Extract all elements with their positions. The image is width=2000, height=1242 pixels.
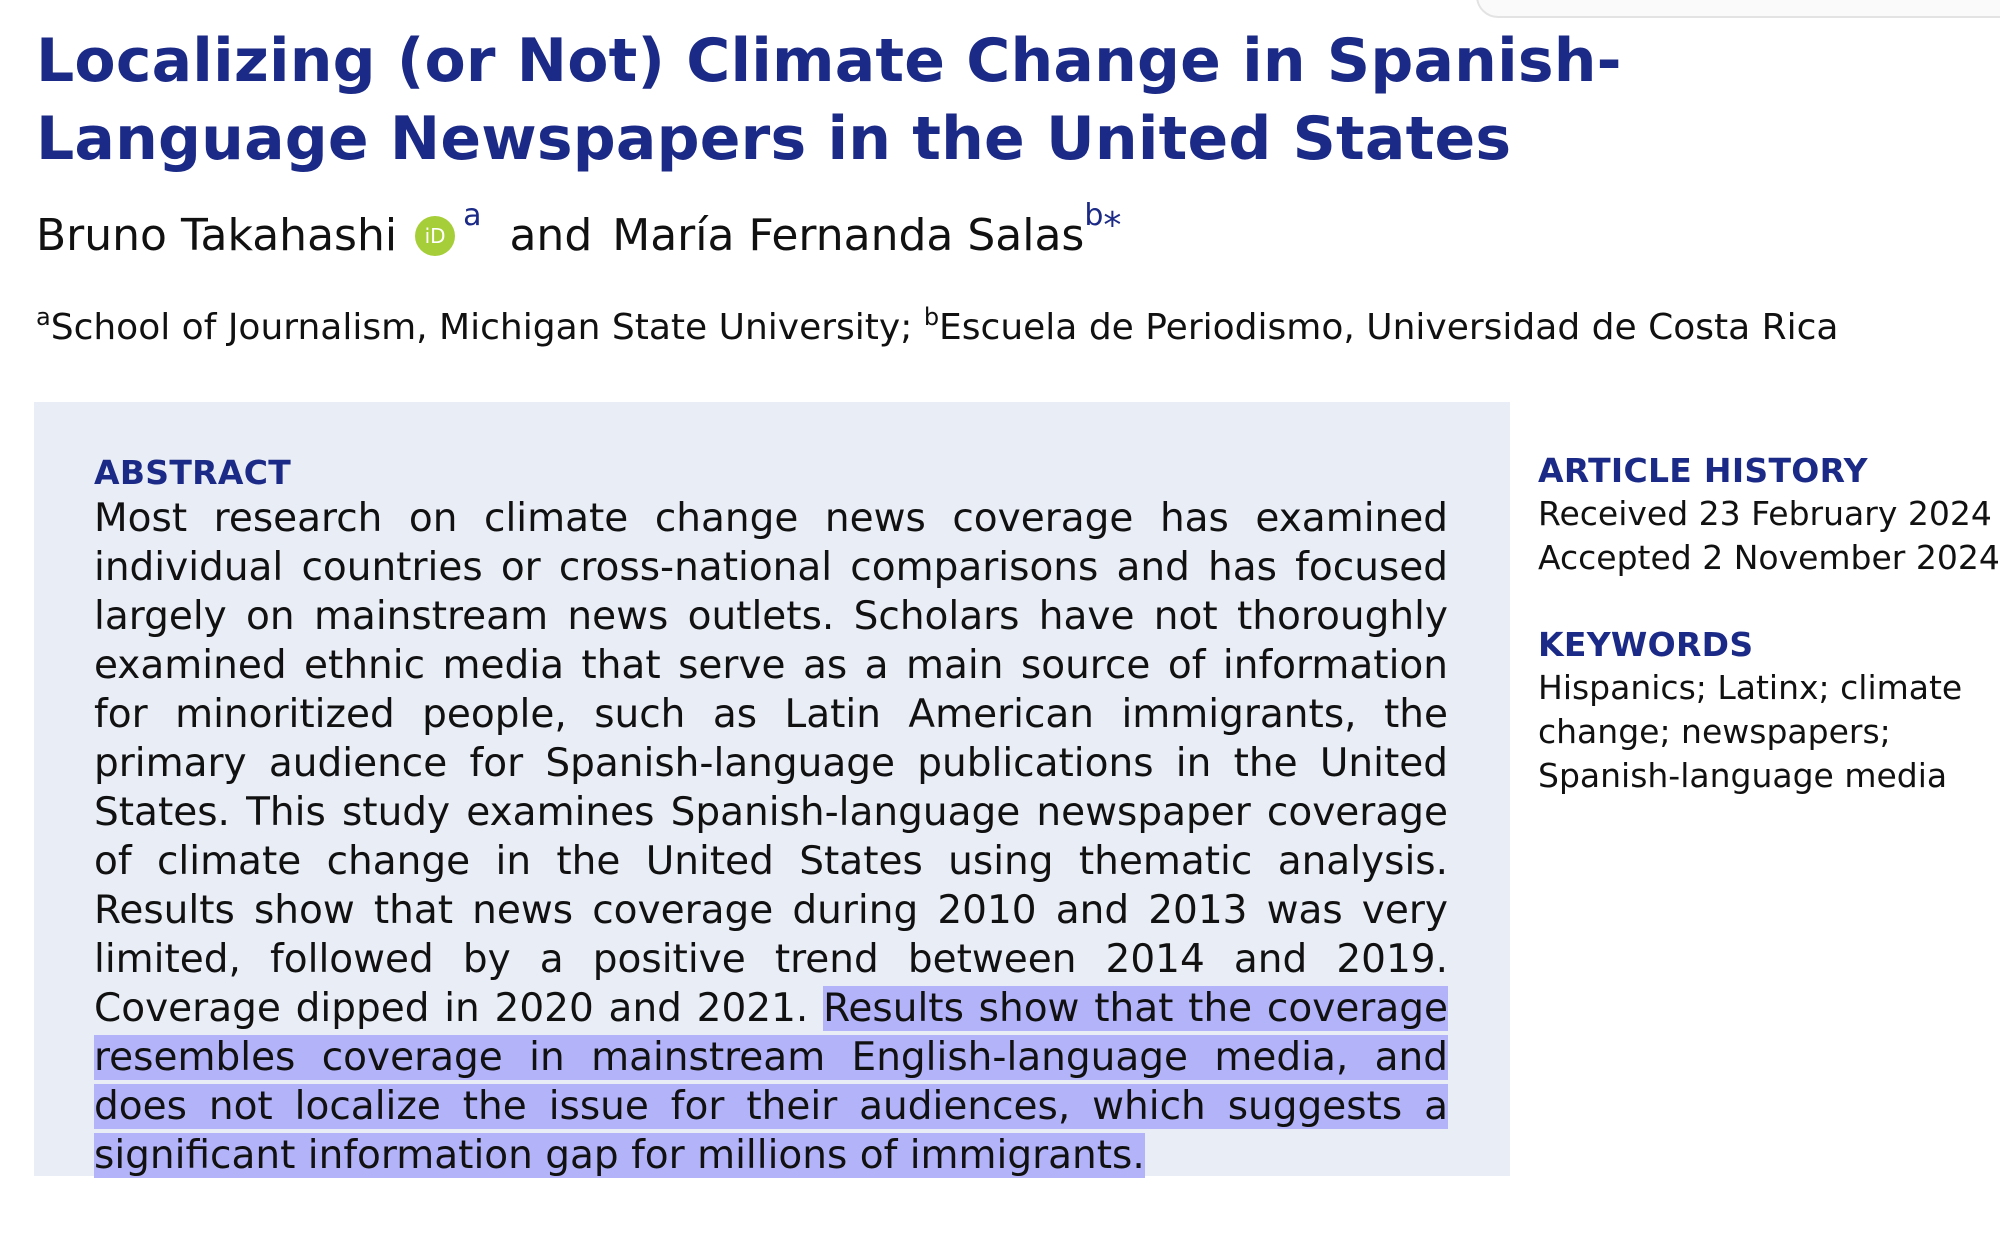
abstract-body[interactable] xyxy=(94,494,1448,1180)
keywords-line-1: Hispanics; Latinx; climate xyxy=(1538,668,1963,707)
orcid-icon[interactable]: iD xyxy=(415,216,455,256)
article-history-heading: ARTICLE HISTORY xyxy=(1538,451,1868,490)
author-line xyxy=(36,198,1122,266)
affiliation-b: Escuela de Periodismo, Universidad de Costa Rica xyxy=(939,307,1839,348)
accepted-date: Accepted 2 November 2024 xyxy=(1538,538,2000,577)
article-history xyxy=(1538,450,2000,580)
affiliation-a: School of Journalism, Michigan State University; xyxy=(50,307,913,348)
browser-tab-edge xyxy=(1476,0,2000,18)
affiliation-a-mark: a xyxy=(36,303,51,331)
abstract-panel xyxy=(34,402,1510,1176)
author-1-affiliation-mark: a xyxy=(463,198,482,233)
keywords-heading: KEYWORDS xyxy=(1538,625,1754,664)
article-sidebar xyxy=(1538,450,2000,798)
keywords-line-3: Spanish-language media xyxy=(1538,756,1948,795)
affiliations xyxy=(36,302,1838,357)
abstract-text[interactable]: Most research on climate change news coverage has examined individual countries or cross-national comparisons and has focused largely on mainstream news outlets. Scholars have not thoroughly examined ethnic media that serve as a main source of information for minoritized people, such as Latin American immigrants, the primary audience for Spanish-language publications in the United States. This study examines Spanish-language newspaper coverage of climate change in the United States using thematic analysis. Results show that news coverage during 2010 and 2013 was very limited, followed by a positive trend between 2014 and 2019. Coverage dipped in 2020 and 2021. xyxy=(94,496,1448,1031)
author-conjunction: and xyxy=(509,210,593,261)
abstract-heading: ABSTRACT xyxy=(94,453,292,492)
keywords-line-2: change; newspapers; xyxy=(1538,712,1891,751)
author-2-affiliation-mark: b xyxy=(1084,198,1104,233)
keywords xyxy=(1538,624,1988,798)
author-name-1[interactable]: Bruno Takahashi xyxy=(36,210,398,261)
corresponding-author-mark[interactable]: * xyxy=(1103,205,1122,246)
affiliation-b-mark: b xyxy=(923,303,940,331)
received-date: Received 23 February 2024 xyxy=(1538,494,1992,533)
paper-title: Localizing (or Not) Climate Change in Spanish-Language Newspapers in the United States xyxy=(36,26,1622,174)
abstract-selected-text[interactable]: Results show that the coverage resembles coverage in mainstream English-language media, and does not localize the issue for their audiences, which suggests a significant information gap for millions of immigrants. xyxy=(94,986,1448,1178)
author-name-2[interactable]: María Fernanda Salas xyxy=(612,210,1085,261)
